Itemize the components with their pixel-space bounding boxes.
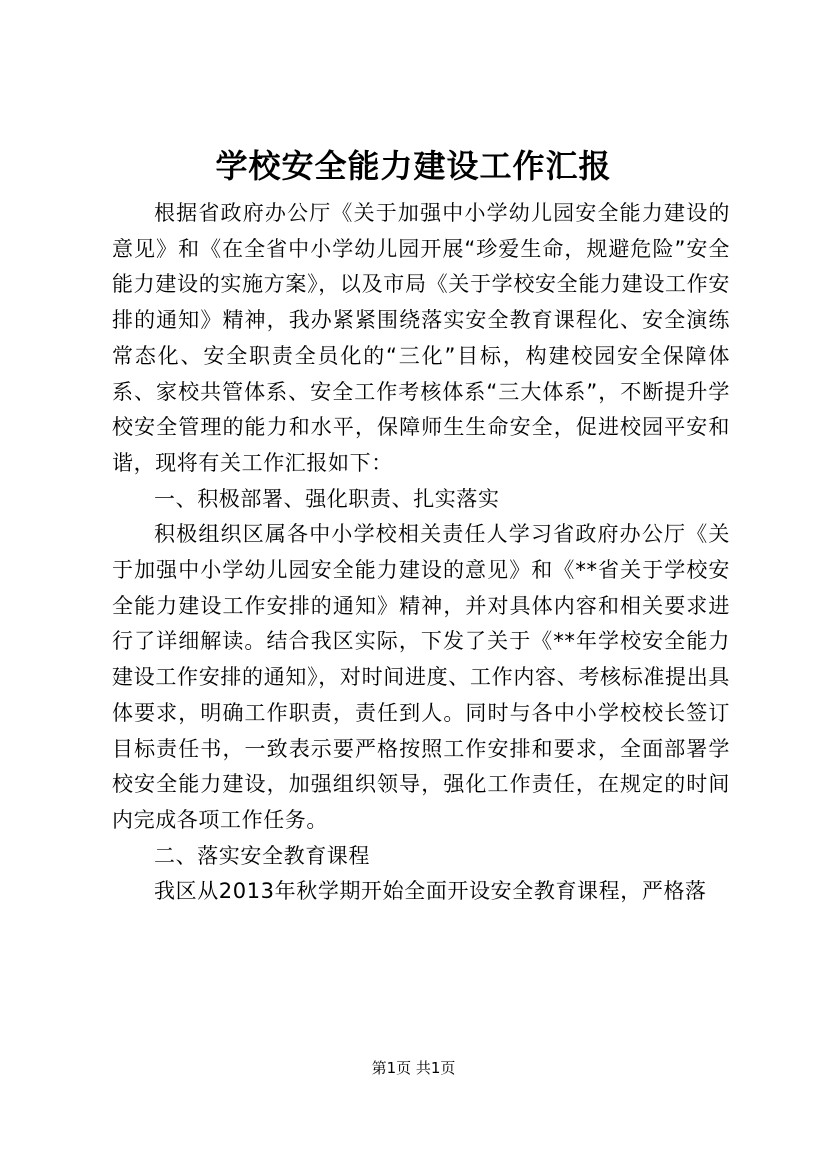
document-title: 学校安全能力建设工作汇报 bbox=[215, 147, 612, 185]
section-heading-1: 一、积极部署、强化职责、扎实落实 bbox=[154, 486, 500, 511]
paragraph-section-1: 积极组织区属各中小学校相关责任人学习省政府办公厅《关于加强中小学幼儿园安全能力建设的意见》和《**省关于学校安全能力建设工作安排的通知》精神，并对具体内容和相关要求进行了详细解读。结合我区实际，下发了关于《**年学校安全能力建设工作安排的通知》，对时间进度、工作内容、考核标准提出具体要求，明确工作职责，责任到人。同时与各中小学校校长签订目标责任书，一致表示要严格按照工作安排和要求，全面部署学校安全能力建设，加强组织领导，强化工作责任，在规定的时间内完成各项工作任务。 bbox=[112, 522, 730, 832]
paragraph-intro: 根据省政府办公厅《关于加强中小学幼儿园安全能力建设的意见》和《在全省中小学幼儿园开展“珍爱生命，规避危险”安全能力建设的实施方案》，以及市局《关于学校安全能力建设工作安排的通知》精神，我办紧紧围绕落实安全教育课程化、安全演练常态化、安全职责全员化的“三化”目标，构建校园安全保障体系、家校共管体系、安全工作考核体系“三大体系”，不断提升学校安全管理的能力和水平，保障师生生命安全，促进校园平安和谐，现将有关工作汇报如下： bbox=[112, 201, 730, 475]
paragraph-section-2: 我区从2013年秋学期开始全面开设安全教育课程，严格落 bbox=[154, 879, 707, 904]
section-heading-2: 二、落实安全教育课程 bbox=[154, 843, 370, 868]
page-footer: 第1页 共1页 bbox=[371, 1059, 456, 1077]
document-body bbox=[112, 196, 730, 910]
